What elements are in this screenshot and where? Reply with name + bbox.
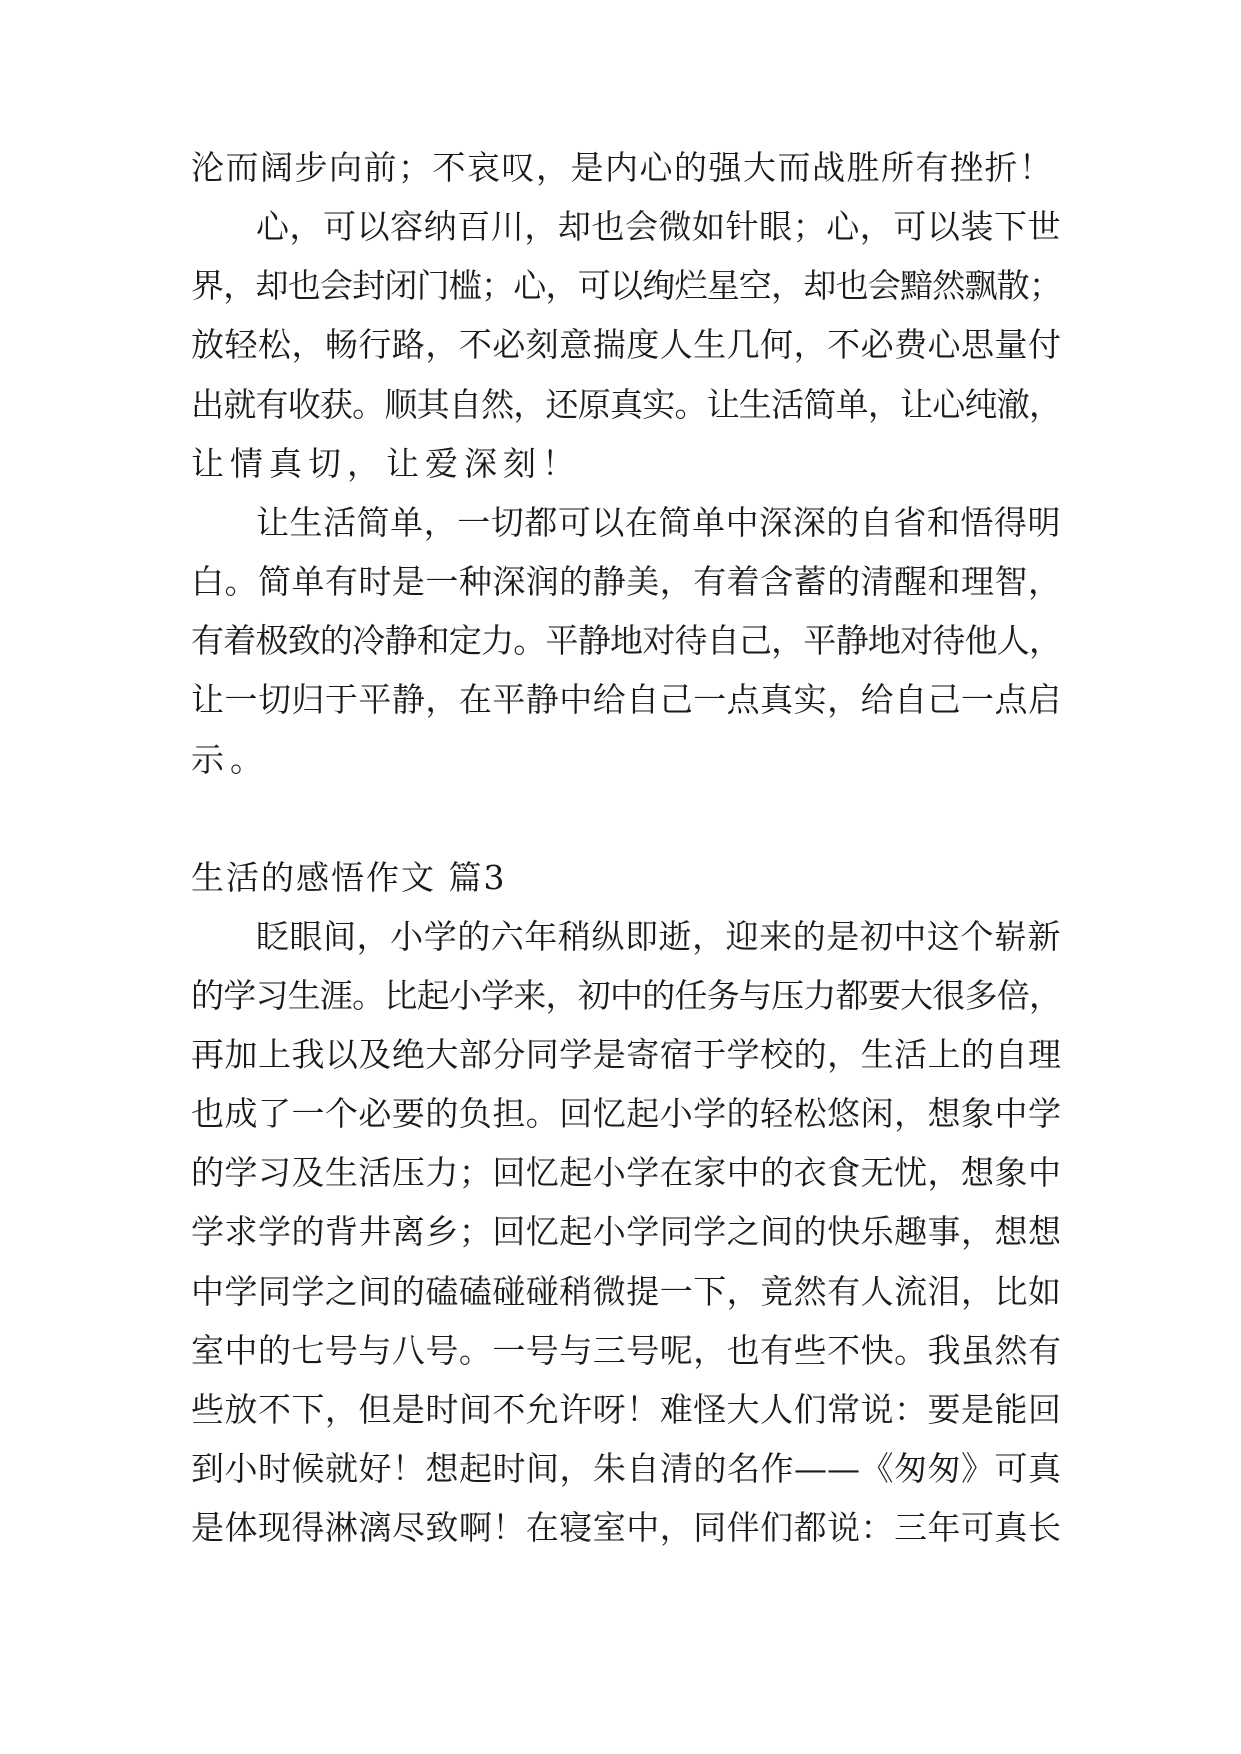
paragraph-line: 室中的七号与八号。一号与三号呢，也有些不快。我虽然有 bbox=[191, 1331, 1061, 1370]
paragraph-line: 的学习生涯。比起小学来，初中的任务与压力都要大很多倍， bbox=[191, 976, 1061, 1015]
paragraph-line: 白。简单有时是一种深润的静美，有着含蓄的清醒和理智， bbox=[191, 562, 1061, 601]
paragraph-line: 让一切归于平静，在平静中给自己一点真实，给自己一点启 bbox=[191, 680, 1061, 719]
paragraph-line: 眨眼间，小学的六年稍纵即逝，迎来的是初中这个崭新 bbox=[256, 917, 1061, 956]
paragraph-line: 是体现得淋漓尽致啊！在寝室中，同伴们都说：三年可真长 bbox=[191, 1508, 1061, 1547]
paragraph-line: 示。 bbox=[191, 740, 269, 779]
paragraph-line: 沦而阔步向前；不哀叹，是内心的强大而战胜所有挫折！ bbox=[191, 148, 1054, 187]
paragraph-line: 也成了一个必要的负担。回忆起小学的轻松悠闲，想象中学 bbox=[191, 1094, 1061, 1133]
paragraph-line: 放轻松，畅行路，不必刻意揣度人生几何，不必费心思量付 bbox=[191, 325, 1061, 364]
paragraph-line: 些放不下，但是时间不允许呀！难怪大人们常说：要是能回 bbox=[191, 1390, 1061, 1429]
paragraph-line: 界，却也会封闭门槛；心，可以绚烂星空，却也会黯然飘散； bbox=[191, 266, 1061, 305]
paragraph-line: 到小时候就好！想起时间，朱自清的名作——《匆匆》可真 bbox=[191, 1449, 1061, 1488]
paragraph-line: 让情真切，让爱深刻！ bbox=[191, 444, 581, 483]
paragraph-line: 学求学的背井离乡；回忆起小学同学之间的快乐趣事，想想 bbox=[191, 1212, 1061, 1251]
paragraph-line: 中学同学之间的磕磕碰碰稍微提一下，竟然有人流泪，比如 bbox=[191, 1272, 1061, 1311]
paragraph-line: 再加上我以及绝大部分同学是寄宿于学校的，生活上的自理 bbox=[191, 1035, 1061, 1074]
paragraph-line: 让生活简单，一切都可以在简单中深深的自省和悟得明 bbox=[256, 503, 1061, 542]
paragraph-line: 出就有收获。顺其自然，还原真实。让生活简单，让心纯澈， bbox=[191, 385, 1061, 424]
paragraph-line: 有着极致的冷静和定力。平静地对待自己，平静地对待他人， bbox=[191, 621, 1061, 660]
paragraph-line: 的学习及生活压力；回忆起小学在家中的衣食无忧，想象中 bbox=[191, 1153, 1061, 1192]
section-heading: 生活的感悟作文 篇3 bbox=[191, 858, 507, 897]
paragraph-line: 心，可以容纳百川，却也会微如针眼；心，可以装下世 bbox=[256, 207, 1061, 246]
